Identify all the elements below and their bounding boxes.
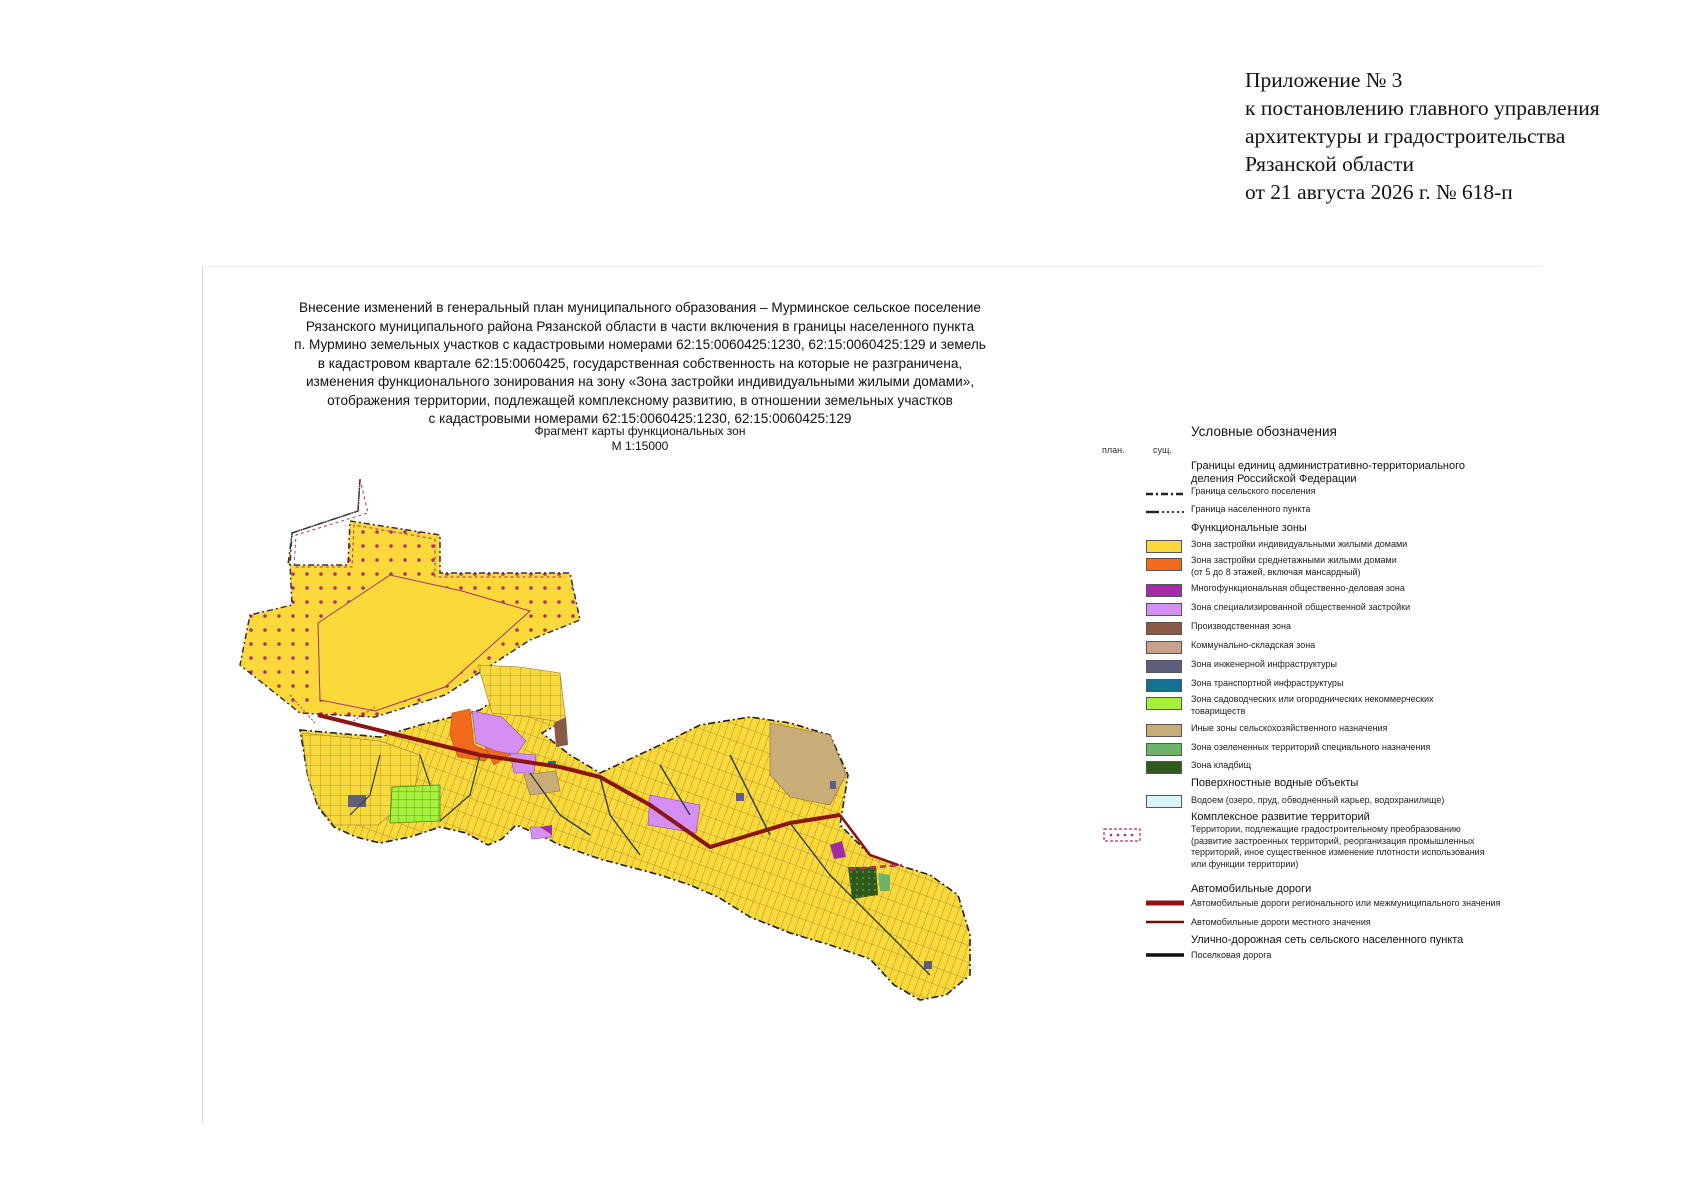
legend-item-label: Многофункциональная общественно-деловая зона <box>1191 583 1405 593</box>
legend-zones-heading: Функциональные зоны <box>1191 522 1307 534</box>
legend-swatch-water <box>1146 795 1182 808</box>
road-local-line <box>1146 918 1184 926</box>
legend-swatch <box>1146 603 1182 616</box>
legend-swatch <box>1146 540 1182 553</box>
header-line: к постановлению главного управления <box>1245 96 1600 120</box>
legend-item-label: Зона инженерной инфраструктуры <box>1191 659 1337 669</box>
legend-swatch <box>1146 584 1182 597</box>
legend-item-label: Водоем (озеро, пруд, обводненный карьер, водохранилище) <box>1191 795 1445 805</box>
zoning-map <box>230 455 1070 1095</box>
legend-item-label: Коммунально-складская зона <box>1191 640 1316 650</box>
legend-item-label: Иные зоны сельскохозяйственного назначения <box>1191 723 1388 733</box>
legend-krt-heading: Комплексное развитие территорий <box>1191 811 1370 823</box>
legend-swatch <box>1146 761 1182 774</box>
krt-swatch <box>1103 828 1141 842</box>
legend-item-line: (от 5 до 8 этажей, включая мансардный) <box>1191 566 1361 577</box>
legend-item-line: или функции территории) <box>1191 858 1299 869</box>
legend-item-label: Зона специализированной общественной застройки <box>1191 602 1411 612</box>
legend-item-label: Зона кладбищ <box>1191 760 1252 770</box>
map-subtitle: Фрагмент карты функциональных зон <box>534 424 746 438</box>
map-title-line: в кадастровом квартале 62:15:0060425, государственная собственность на которые не разграничена, <box>317 355 963 371</box>
legend-item-label: Граница населенного пункта <box>1191 504 1311 514</box>
boundary-locality-line <box>1146 508 1184 516</box>
map-title-line: Внесение изменений в генеральный план муниципального образования – Мурминское сельское поселение <box>299 300 981 315</box>
legend-roads-heading: Автомобильные дороги <box>1191 883 1312 895</box>
legend-swatch <box>1146 641 1182 654</box>
map-title-line: с кадастровыми номерами 62:15:0060425:1230, 62:15:0060425:129 <box>428 411 852 426</box>
legend-item-label: Зона транспортной инфраструктуры <box>1191 678 1344 688</box>
legend-item-label: Поселковая дорога <box>1191 950 1272 960</box>
legend-item-label: Автомобильные дороги регионального или межмуниципального значения <box>1191 898 1501 908</box>
street-line <box>1146 951 1184 959</box>
legend-item-line: (развитие застроенных территорий, реорганизация промышленных <box>1191 835 1475 846</box>
legend-swatch <box>1146 679 1182 692</box>
legend-item-label: Зона застройки индивидуальными жилыми домами <box>1191 539 1408 549</box>
legend-swatch <box>1146 743 1182 756</box>
legend-item-line: товариществ <box>1191 705 1246 716</box>
legend-title: Условные обозначения <box>1191 424 1337 439</box>
map-scale: М 1:15000 <box>611 439 669 453</box>
legend-col-plan: план. <box>1102 445 1125 455</box>
zone-cemetery <box>848 867 878 899</box>
legend-water-heading: Поверхностные водные объекты <box>1191 777 1359 789</box>
legend-swatch <box>1146 622 1182 635</box>
header-line: архитектуры и градостроительства <box>1245 124 1566 148</box>
zone-garden <box>390 785 440 823</box>
map-title <box>240 299 1040 429</box>
settlement-body <box>300 665 970 1000</box>
header-line: от 21 августа 2026 г. № 618-п <box>1245 180 1513 204</box>
legend-heading-line: деления Российской Федерации <box>1191 473 1357 485</box>
legend-street-heading: Улично-дорожная сеть сельского населенного пункта <box>1191 934 1464 946</box>
road-regional-line <box>1146 899 1184 907</box>
header-line: Рязанской области <box>1245 152 1414 176</box>
map-subtitle-block <box>440 424 840 454</box>
zone-green <box>878 873 890 891</box>
legend-boundaries-heading <box>1191 460 1465 486</box>
legend-swatch <box>1146 660 1182 673</box>
legend-item-line: Территории, подлежащие градостроительному преобразованию <box>1191 824 1461 834</box>
map-title-line: изменения функционального зонирования на зону «Зона застройки индивидуальными жилыми домами», <box>305 374 975 389</box>
legend-item-label: Автомобильные дороги местного значения <box>1191 917 1371 927</box>
header-line: Приложение № 3 <box>1245 68 1403 92</box>
legend-item-line: Зона садоводческих или огороднических некоммерческих <box>1191 694 1434 704</box>
legend-swatch <box>1146 558 1182 571</box>
map-title-line: отображения территории, подлежащей комплексному развитию, в отношении земельных участков <box>327 392 953 408</box>
legend-item-label: Производственная зона <box>1191 621 1292 631</box>
legend-item-label: Граница сельского поселения <box>1191 486 1316 496</box>
boundary-settlement-line <box>1146 490 1184 498</box>
legend-item-label <box>1191 555 1397 578</box>
map-title-line: п. Мурмино земельных участков с кадастровыми номерами 62:15:0060425:1230, 62:15:0060425:129 и земель <box>294 337 986 352</box>
appendix-header <box>1245 66 1600 206</box>
legend-col-exist: сущ. <box>1153 445 1172 455</box>
legend-item-label <box>1191 694 1434 717</box>
legend-swatch <box>1146 724 1182 737</box>
legend-krt-text <box>1191 824 1485 870</box>
legend-item-line: территорий, иное существенное изменение плотности использования <box>1191 847 1485 857</box>
legend-swatch <box>1146 697 1182 710</box>
map-title-line: Рязанского муниципального района Рязанской области в части включения в границы населенного пункта <box>305 318 975 334</box>
legend-item-line: Зона застройки среднетажными жилыми домами <box>1191 555 1397 565</box>
legend-heading-line: Границы единиц административно-территориального <box>1191 460 1466 472</box>
legend-item-label: Зона озелененных территорий специального назначения <box>1191 742 1431 752</box>
